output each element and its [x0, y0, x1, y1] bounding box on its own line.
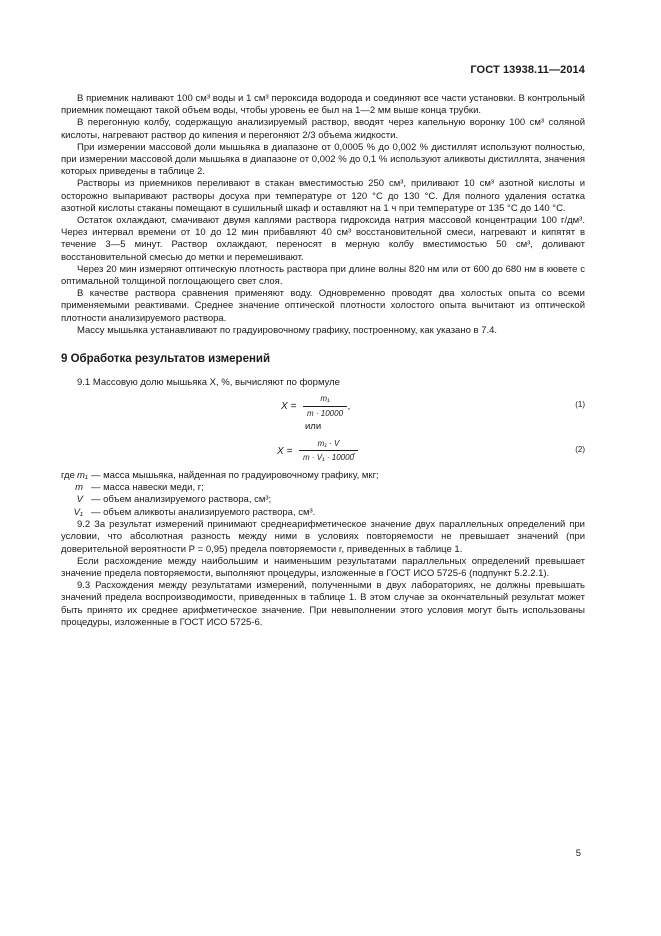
where-item: [61, 482, 585, 494]
where-symbol: m₁: [77, 469, 88, 481]
formula-lhs: X =: [281, 401, 297, 413]
paragraph: В качестве раствора сравнения применяют воду. Одновременно проводят два холостых опыта со всеми применяемыми реактивами. Среднее значение оптической плотности холостого опыта вычитают из оптической плотности анализируемого раствора.: [61, 288, 585, 324]
where-text: — масса навески меди, г;: [91, 482, 204, 494]
where-text: — объем аликвоты анализируемого раствора, см³.: [91, 506, 316, 518]
where-text: — объем анализируемого раствора, см³;: [91, 494, 272, 506]
formula-comma: ,: [348, 401, 351, 413]
numerator: m₁ · V: [317, 438, 340, 448]
formula-2: [61, 438, 585, 462]
where-prefix: где: [61, 469, 75, 481]
where-symbol: m: [75, 482, 83, 494]
page-body: [61, 93, 585, 629]
equation-number: (1): [575, 400, 585, 410]
where-item: [61, 494, 585, 506]
paragraph: Через 20 мин измеряют оптическую плотность раствора при длине волны 820 нм или от 600 до 680 нм в кювете с оптимальной толщиной поглощающего свет слоя.: [61, 263, 585, 288]
fraction: [303, 393, 347, 419]
document-header: ГОСТ 13938.11—2014: [470, 64, 585, 76]
numerator: m₁: [320, 394, 330, 404]
where-symbol: V: [76, 494, 83, 506]
formula-1: [61, 393, 585, 417]
fraction: [299, 438, 358, 464]
paragraph: В перегонную колбу, содержащую анализируемый раствор, вводят через капельную воронку 100 см³ соляной кислоты, нагревают раствор до кипения и перегоняют 2/3 объема жидкости.: [61, 117, 585, 141]
paragraph-9-3: 9.3 Расхождения между результатами измерений, полученными в двух лабораториях, не должны превышать значений предела воспроизводимости, приведенных в таблице 1. В этом случае за окончательный результат может быть принято их среднее арифметическое значение. При невыполнении этого условия могут быть использованы процедуры, изложенные в ГОСТ ИСО 5725-6.: [61, 580, 585, 628]
page-number: 5: [575, 848, 581, 859]
where-symbol: V₁: [73, 506, 83, 518]
paragraph: Растворы из приемников переливают в стакан вместимостью 250 см³, приливают 10 см³ азотной кислоты и осторожно выпаривают растворы досуха при температуре от 120 °С до 130 °С. Для полного удаления остатка азотной кислоты стаканы помещают в сушильный шкаф и оставляют на 1 ч при температуре от 135 °С до 140 °С.: [61, 178, 585, 214]
where-item: [61, 470, 585, 482]
formula-comma: ,: [353, 445, 356, 457]
paragraph-9-2: 9.2 За результат измерений принимают среднеарифметическое значение двух параллельных определений при условии, что абсолютная разность между ними в условиях повторяемости не превышает значений (при доверительной вероятности Р = 0,95) предела повторяемости r, приведенных в таблице 1.: [61, 519, 585, 555]
or-word: или: [305, 421, 322, 433]
where-item: [61, 507, 585, 519]
paragraph: В приемник наливают 100 см³ воды и 1 см³ пероксида водорода и соединяют все части установки. В контрольный приемник помещают такой объем воды, чтобы уровень ее был на 1—2 мм выше конца трубки.: [61, 93, 585, 117]
paragraph: Массу мышьяка устанавливают по градуировочному графику, построенному, как указано в 7.4.: [77, 324, 498, 336]
section-title: 9 Обработка результатов измерений: [61, 353, 271, 366]
denominator: m · 10000: [303, 406, 347, 420]
where-list: [61, 470, 585, 520]
paragraph: Остаток охлаждают, смачивают двумя каплями раствора гидроксида натрия массовой концентрации 100 г/дм³. Через интервал времени от 10 до 12 мин прибавляют 40 см³ восстановительной смеси, нагревают и кипятят в течение 3—5 минут. Раствор охлаждают, переносят в мерную колбу вместимостью 50 см³, доливают восстановительной смесью до метки и перемешивают.: [61, 215, 585, 263]
where-text: — масса мышьяка, найденная по градуировочному графику, мкг;: [91, 469, 379, 481]
equation-number: (2): [575, 444, 585, 454]
paragraph-9-1: 9.1 Массовую долю мышьяка X, %, вычисляют по формуле: [77, 377, 340, 389]
formula-lhs: X =: [277, 445, 293, 457]
denominator: m · V₁ · 10000: [299, 450, 358, 464]
paragraph: Если расхождение между наибольшим и наименьшим результатами параллельных определений превышает значение предела повторяемости, выполняют процедуры, изложенные в ГОСТ ИСО 5725-6 (подпункт 5.2.2.1).: [61, 555, 585, 580]
paragraph: При измерении массовой доли мышьяка в диапазоне от 0,0005 % до 0,002 % дистиллят используют полностью, при измерении массовой доли мышьяка в диапазоне от 0,002 % до 0,1 % используют аликвоты дистиллята, значения которых приведены в таблице 2.: [61, 141, 585, 178]
